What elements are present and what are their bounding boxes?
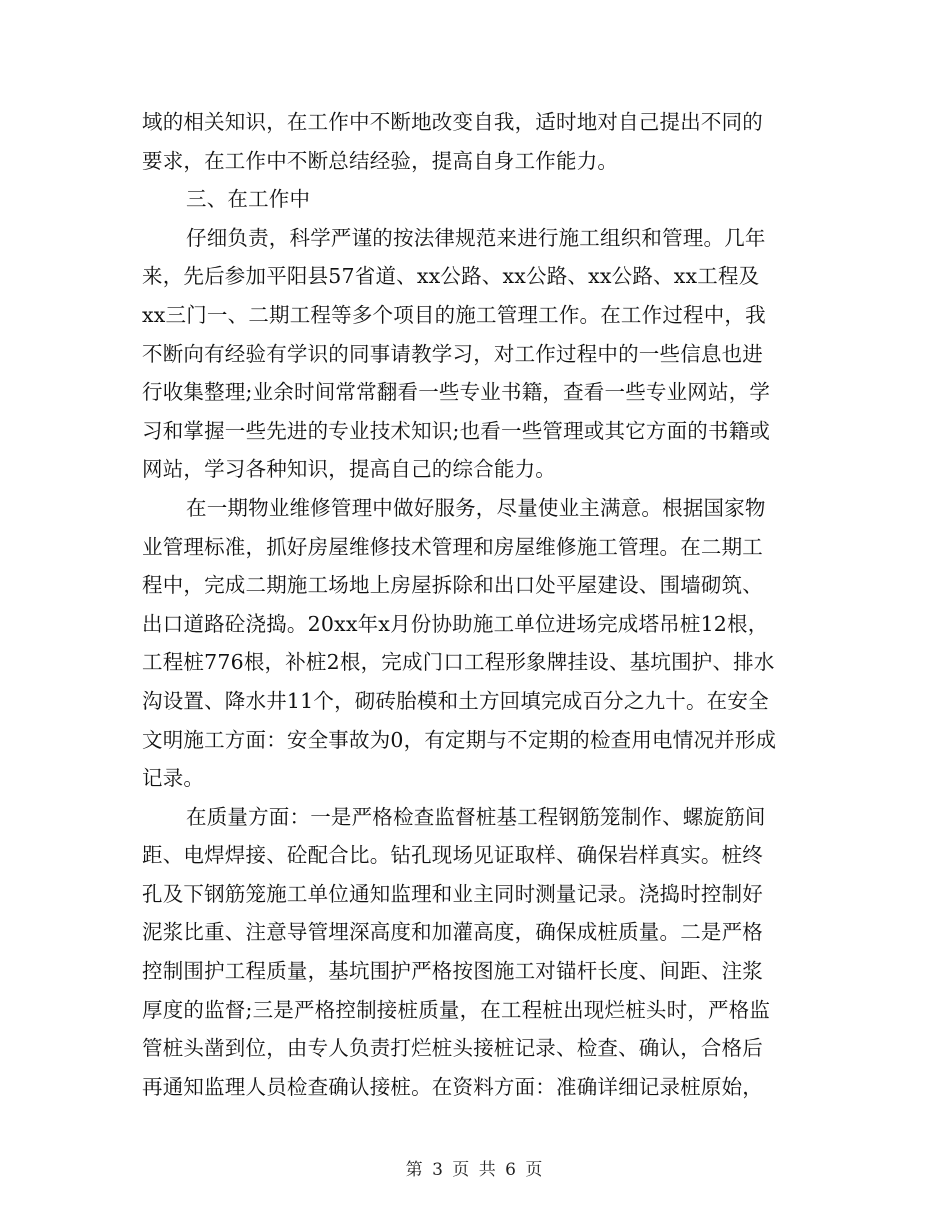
text-line: 习和掌握一些先进的专业技术知识;也看一些管理或其它方面的书籍或 <box>142 418 771 443</box>
text-line: 业管理标准，抓好房屋维修技术管理和房屋维修施工管理。在二期工 <box>142 534 763 559</box>
text-line: 再通知监理人员检查确认接桩。在资料方面：准确详细记录桩原始， <box>142 1074 763 1099</box>
text-line: 在一期物业维修管理中做好服务，尽量使业主满意。根据国家物 <box>186 495 766 520</box>
text-line: 厚度的监督;三是严格控制接桩质量，在工程桩出现烂桩头时，严格监 <box>142 997 771 1022</box>
text-line: 行收集整理;业余时间常常翻看一些专业书籍，查看一些专业网站，学 <box>142 380 771 405</box>
text-line: 管桩头凿到位，由专人负责打烂桩头接桩记录、检查、确认，合格后 <box>142 1036 763 1061</box>
text-line: 记录。 <box>142 766 205 791</box>
text-line: 泥浆比重、注意导管埋深高度和加灌高度，确保成桩质量。二是严格 <box>142 920 763 945</box>
text-line: 孔及下钢筋笼施工单位通知监理和业主同时测量记录。浇捣时控制好 <box>142 881 763 906</box>
text-line: 出口道路砼浇捣。20xx年x月份协助施工单位进场完成塔吊桩12根， <box>142 611 769 636</box>
text-line: 控制围护工程质量，基坑围护严格按图施工对锚杆长度、间距、注浆 <box>142 959 763 984</box>
text-line: 来，先后参加平阳县57省道、xx公路、xx公路、xx公路、xx工程及 <box>142 264 760 289</box>
document-body <box>142 103 810 1106</box>
text-line: 要求，在工作中不断总结经验，提高自身工作能力。 <box>142 148 619 173</box>
text-line: 工程桩776根，补桩2根，完成门口工程形象牌挂设、基坑围护、排水 <box>142 650 775 675</box>
text-line: xx三门一、二期工程等多个项目的施工管理工作。在工作过程中，我 <box>142 302 766 327</box>
text-line: 在质量方面：一是严格检查监督桩基工程钢筋笼制作、螺旋筋间 <box>186 804 766 829</box>
text-line: 不断向有经验有学识的同事请教学习，对工作过程中的一些信息也进 <box>142 341 763 366</box>
text-line: 距、电焊焊接、砼配合比。钻孔现场见证取样、确保岩样真实。桩终 <box>142 843 763 868</box>
text-line: 程中，完成二期施工场地上房屋拆除和出口处平屋建设、围墙砌筑、 <box>142 573 763 598</box>
page-footer: 第 3 页 共 6 页 <box>405 1160 545 1180</box>
text-line: 沟设置、降水井11个，砌砖胎模和土方回填完成百分之九十。在安全 <box>142 688 769 713</box>
text-line: 仔细负责，科学严谨的按法律规范来进行施工组织和管理。几年 <box>186 225 766 250</box>
text-line: 三、在工作中 <box>186 187 311 212</box>
text-line: 文明施工方面：安全事故为0，有定期与不定期的检查用电情况并形成 <box>142 727 777 752</box>
text-line: 域的相关知识，在工作中不断地改变自我，适时地对自己提出不同的 <box>142 110 763 134</box>
text-line: 网站，学习各种知识，提高自己的综合能力。 <box>142 457 556 482</box>
